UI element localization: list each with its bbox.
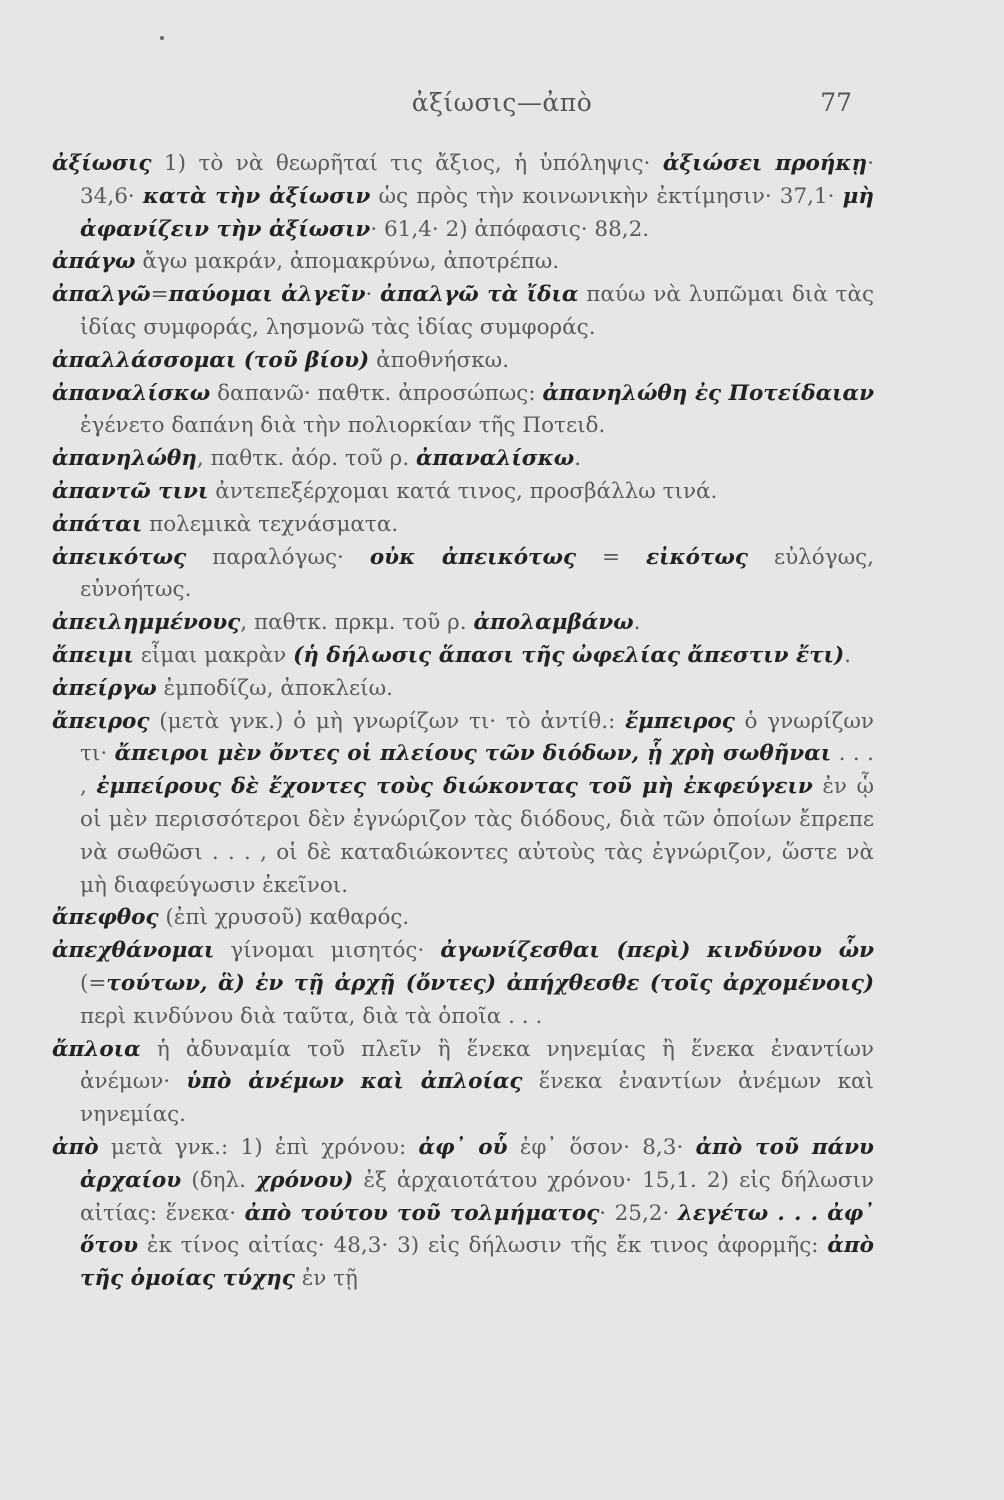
dictionary-entry — [52, 1034, 874, 1132]
page-number: 77 — [820, 88, 852, 117]
entry-gloss-text: μετὰ γνκ.: 1) ἐπὶ χρόνου: — [98, 1134, 419, 1160]
entry-gloss-text: πολεμικὰ τεχνάσματα. — [142, 511, 399, 537]
entry-headword-text: ἀπανηλώθη ἐς Ποτείδαιαν — [542, 380, 874, 406]
entry-gloss-text: · 25,2· — [599, 1200, 678, 1226]
entry-gloss-text: ἐξ ἀρχαιοτάτου χρόνου· 15,1. 2) εἰς δήλωσιν αἰτίας: ἕνεκα· — [80, 1167, 875, 1226]
lexicon-entries — [52, 148, 874, 1296]
entry-headword-text: ἀξίωσις — [52, 151, 152, 176]
entry-headword-text: ἀπείργω — [52, 675, 157, 701]
entry-gloss-text: · — [365, 282, 381, 308]
entry-headword-text: ἀπαλγῶ — [52, 282, 151, 308]
dictionary-entry — [52, 706, 874, 903]
entry-headword-text: ἀπάται — [52, 511, 143, 537]
entry-headword-text: ὑπὸ ἀνέμων καὶ ἀπλοίας — [186, 1069, 523, 1095]
entry-gloss-text: ἀντεπεξέρχομαι κατά τινος, προσβάλλω τινά. — [208, 478, 718, 504]
page-header — [0, 88, 1004, 124]
entry-gloss-text: ἐν ᾧ οἱ μὲν περισσότεροι δὲν ἐγνώριζον τὰς διόδους, διὰ τῶν ὁποίων ἔπρεπε νὰ σωθῶσι . . . , οἱ δὲ καταδιώκοντες αὐτοὺς τὰς ἐγνώριζον, ὥστε νὰ μὴ διαφεύγωσιν ἐκεῖνοι. — [80, 774, 875, 898]
dictionary-entry — [52, 148, 874, 246]
entry-gloss-text: = — [576, 544, 647, 570]
entry-headword-text: παύομαι ἀλγεῖν — [168, 282, 366, 308]
entry-headword-text: (ἡ δήλωσις ἅπασι τῆς ὠφελίας ἄπεστιν ἔτι) — [293, 642, 845, 668]
entry-gloss-text: = — [150, 282, 169, 308]
dictionary-entry — [52, 443, 874, 476]
entry-headword-text: ἀπανηλώθη — [52, 446, 197, 472]
entry-headword-text: ἀπὸ τοῦ πάνυ ἀρχαίου — [80, 1134, 874, 1193]
entry-gloss-text: εἶμαι μακρὰν — [133, 642, 294, 668]
entry-gloss-text: παραλόγως· — [186, 544, 370, 570]
dictionary-entry — [52, 673, 874, 706]
entry-headword-text: χρόνου) — [256, 1167, 354, 1193]
dictionary-entry — [52, 542, 874, 608]
entry-headword-text: λεγέτω . . . ἀφ᾽ ὅτου — [80, 1200, 874, 1259]
entry-headword-text: ἀπαναλίσκω — [52, 380, 211, 406]
entry-gloss-text: (δηλ. — [181, 1167, 257, 1193]
entry-gloss-text: ὡς πρὸς τὴν κοινωνικὴν ἐκτίμησιν· 37,1· — [370, 183, 843, 209]
entry-gloss-text: . — [633, 610, 641, 636]
entry-headword-text: ἀπὸ — [52, 1134, 99, 1160]
entry-gloss-text: · 34,6· — [80, 151, 875, 209]
entry-headword-text: μὴ ἀφανίζειν τὴν ἀξίωσιν — [80, 183, 875, 242]
entry-headword-text: ἄπειμι — [52, 642, 134, 668]
running-head: ἀξίωσις—ἀπὸ — [411, 88, 593, 117]
dictionary-entry — [52, 607, 874, 640]
entry-headword-text: ἀξιώσει προήκῃ — [662, 151, 868, 176]
dictionary-entry — [52, 279, 874, 345]
entry-headword-text: ἐμπείρους δὲ ἔχοντες τοὺς διώκοντας τοῦ μὴ ἐκφεύγειν — [96, 774, 813, 800]
entry-headword-text: ἀφ᾽ οὗ — [418, 1134, 508, 1160]
entry-headword-text: ἄπλοια — [52, 1036, 141, 1062]
entry-gloss-text: εὐλόγως, εὐνοήτως. — [80, 544, 874, 603]
entry-gloss-text: ἐκ τίνος αἰτίας· 48,3· 3) εἰς δήλωσιν τῆς ἔκ τινος ἀφορμῆς: — [138, 1233, 828, 1259]
dictionary-entry — [52, 1132, 874, 1296]
entry-gloss-text: ἄγω μακράν, ἀπομακρύνω, ἀποτρέπω. — [135, 249, 560, 275]
dictionary-entry — [52, 509, 874, 542]
entry-gloss-text: 1) τὸ νὰ θεωρῆταί τις ἄξιος, ἡ ὑπόληψις· — [151, 151, 663, 176]
entry-headword-text: ἄπεφθος — [52, 905, 159, 931]
dictionary-entry — [52, 640, 874, 673]
entry-gloss-text: (ἐπὶ χρυσοῦ) καθαρός. — [158, 905, 410, 931]
printing-speck — [160, 36, 164, 40]
entry-headword-text: ἀπειλημμένους — [52, 610, 241, 636]
entry-gloss-text: ἕνεκα ἐναντίων ἀνέμων καὶ νηνεμίας. — [80, 1069, 874, 1128]
entry-headword-text: οὐκ ἀπεικότως — [369, 544, 577, 570]
dictionary-entry — [52, 935, 874, 1033]
entry-gloss-text: ἐφ᾽ ὅσον· 8,3· — [507, 1134, 696, 1160]
entry-headword-text: ἀπεχθάνομαι — [52, 938, 215, 964]
entry-headword-text: ἀπὸ τούτου τοῦ τολμήματος — [244, 1200, 600, 1226]
entry-gloss-text: . — [574, 446, 582, 472]
entry-gloss-text: , παθτκ. πρκμ. τοῦ ρ. — [240, 610, 474, 636]
entry-headword-text: ἀπαλλάσσομαι (τοῦ βίου) — [52, 347, 370, 373]
entry-headword-text: ἀπαντῶ τινι — [52, 478, 209, 504]
entry-gloss-text: · 61,4· 2) ἀπόφασις· 88,2. — [370, 216, 650, 242]
entry-headword-text: ἀπάγω — [52, 249, 136, 275]
entry-gloss-text: δαπανῶ· παθτκ. ἀπροσώπως: — [210, 380, 543, 406]
entry-headword-text: ἔμπειρος — [625, 708, 735, 734]
dictionary-entry — [52, 476, 874, 509]
entry-headword-text: τούτων, ἃ) ἐν τῇ ἀρχῇ (ὄντες) ἀπήχθεσθε (τοῖς ἀρχομένοις) — [106, 970, 874, 996]
entry-gloss-text: ἐγένετο δαπάνη διὰ τὴν πολιορκίαν τῆς Ποτειδ. — [80, 413, 606, 439]
entry-headword-text: ἄπειροι μὲν ὄντες οἱ πλείους τῶν διόδων, ᾗ χρὴ σωθῆναι — [114, 741, 832, 767]
entry-gloss-text: . — [844, 642, 851, 668]
entry-headword-text: ἀπεικότως — [52, 544, 187, 570]
entry-headword-text: ἀπαλγῶ τὰ ἴδια — [380, 282, 579, 308]
entry-gloss-text: (μετὰ γνκ.) ὁ μὴ γνωρίζων τι· τὸ ἀντίθ.: — [149, 708, 626, 734]
entry-headword-text: ἄπειρος — [52, 708, 150, 734]
dictionary-entry — [52, 378, 874, 444]
entry-headword-text: ἀπολαμβάνω — [473, 610, 634, 636]
entry-gloss-text: , παθτκ. ἀόρ. τοῦ ρ. — [196, 446, 416, 472]
entry-gloss-text: . . . , — [80, 741, 874, 800]
entry-headword-text: εἰκότως — [646, 544, 748, 570]
entry-gloss-text: ἡ ἀδυναμία τοῦ πλεῖν ἢ ἕνεκα νηνεμίας ἢ ἕνεκα ἐναντίων ἀνέμων· — [80, 1036, 874, 1095]
entry-gloss-text: ὁ γνωρίζων τι· — [80, 708, 874, 767]
entry-gloss-text: παύω νὰ λυπῶμαι διὰ τὰς ἰδίας συμφοράς, λησμονῶ τὰς ἰδίας συμφοράς. — [80, 282, 875, 340]
entry-headword-text: ἀγωνίζεσθαι (περὶ) κινδύνου ὧν — [440, 938, 874, 964]
entry-headword-text: κατὰ τὴν ἀξίωσιν — [142, 183, 371, 209]
dictionary-entry — [52, 345, 874, 378]
entry-gloss-text: ἐν τῇ — [294, 1266, 358, 1292]
dictionary-entry — [52, 902, 874, 935]
entry-gloss-text: περὶ κινδύνου διὰ ταῦτα, διὰ τὰ ὁποῖα . . . — [80, 1003, 543, 1029]
entry-headword-text: ἀπὸ τῆς ὁμοίας τύχης — [80, 1233, 874, 1292]
entry-gloss-text: ἐμποδίζω, ἀποκλείω. — [156, 675, 393, 701]
dictionary-entry — [52, 246, 874, 279]
entry-gloss-text: (= — [80, 970, 107, 996]
entry-gloss-text: ἀποθνήσκω. — [369, 347, 510, 373]
entry-gloss-text: γίνομαι μισητός· — [214, 938, 441, 964]
entry-headword-text: ἀπαναλίσκω — [416, 446, 575, 472]
